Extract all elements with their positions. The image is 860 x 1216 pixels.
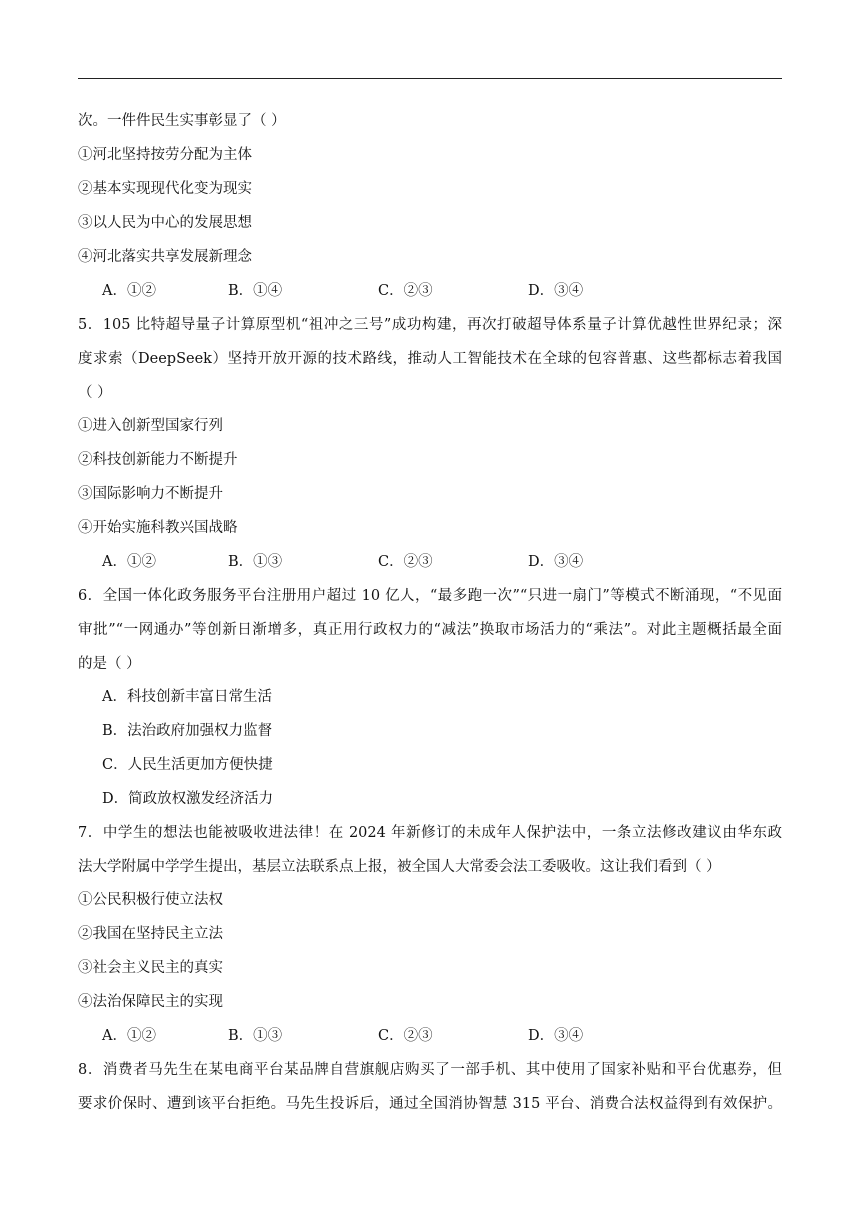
q7-item-2: ②我国在坚持民主立法 (78, 926, 223, 942)
q4-option-b[interactable]: B．①④ (228, 283, 283, 299)
q6-stem-line-2: 审批”“一网通办”等创新日渐增多，真正用行政权力的“减法”换取市场活力的“乘法”。对此主题概括最全面 (78, 622, 782, 638)
q8-stem-line-1: 8．消费者马先生在某电商平台某品牌自营旗舰店购买了一部手机、其中使用了国家补贴和平台优惠券，但 (78, 1062, 782, 1078)
q4-item-2: ②基本实现现代化变为现实 (78, 181, 252, 197)
header-rule (78, 78, 782, 79)
q4-item-3: ③以人民为中心的发展思想 (78, 215, 252, 231)
q6-option-a[interactable]: A．科技创新丰富日常生活 (102, 689, 272, 705)
q8-stem-line-2: 要求价保时、遭到该平台拒绝。马先生投诉后，通过全国消协智慧 315 平台、消费合法权益得到有效保护。 (78, 1096, 782, 1112)
q5-item-3: ③国际影响力不断提升 (78, 486, 223, 502)
q7-option-d[interactable]: D．③④ (528, 1028, 584, 1044)
q6-option-d[interactable]: D．简政放权激发经济活力 (102, 791, 274, 807)
q4-item-4: ④河北落实共享发展新理念 (78, 249, 252, 265)
q4-stem-tail: 次。一件件民生实事彰显了（ ） (78, 113, 286, 129)
q5-stem-line-2: 度求索（DeepSeek）坚持开放开源的技术路线，推动人工智能技术在全球的包容普惠、这些都标志着我国 (78, 351, 782, 367)
q7-stem-line-1: 7．中学生的想法也能被吸收进法律！在 2024 年新修订的未成年人保护法中，一条立法修改建议由华东政 (78, 825, 782, 841)
q5-option-b[interactable]: B．①③ (228, 554, 283, 570)
q7-item-4: ④法治保障民主的实现 (78, 994, 223, 1010)
q5-item-4: ④开始实施科教兴国战略 (78, 520, 238, 536)
q4-option-d[interactable]: D．③④ (528, 283, 584, 299)
q5-option-a[interactable]: A．①② (102, 554, 156, 570)
q5-option-c[interactable]: C．②③ (378, 554, 433, 570)
q7-item-1: ①公民积极行使立法权 (78, 892, 223, 908)
q4-option-a[interactable]: A．①② (102, 283, 156, 299)
q7-item-3: ③社会主义民主的真实 (78, 960, 223, 976)
q7-stem-line-2: 法大学附属中学学生提出，基层立法联系点上报，被全国人大常委会法工委吸收。这让我们看到（ ） (78, 859, 721, 875)
q7-option-c[interactable]: C．②③ (378, 1028, 433, 1044)
q7-option-b[interactable]: B．①③ (228, 1028, 283, 1044)
q4-option-c[interactable]: C．②③ (378, 283, 433, 299)
q7-option-a[interactable]: A．①② (102, 1028, 156, 1044)
q5-item-1: ①进入创新型国家行列 (78, 418, 223, 434)
q4-item-1: ①河北坚持按劳分配为主体 (78, 147, 252, 163)
q6-stem-line-3: 的是（ ） (78, 656, 141, 672)
q6-option-c[interactable]: C．人民生活更加方便快捷 (102, 757, 273, 773)
q6-stem-line-1: 6．全国一体化政务服务平台注册用户超过 10 亿人，“最多跑一次”“只进一扇门”等模式不断涌现，“不见面 (78, 588, 782, 604)
q6-option-b[interactable]: B．法治政府加强权力监督 (102, 723, 273, 739)
q5-item-2: ②科技创新能力不断提升 (78, 452, 238, 468)
q5-option-d[interactable]: D．③④ (528, 554, 584, 570)
q5-stem-line-3: （ ） (78, 385, 112, 401)
q5-stem-line-1: 5．105 比特超导量子计算原型机“祖冲之三号”成功构建，再次打破超导体系量子计算优越性世界纪录；深 (78, 317, 782, 333)
